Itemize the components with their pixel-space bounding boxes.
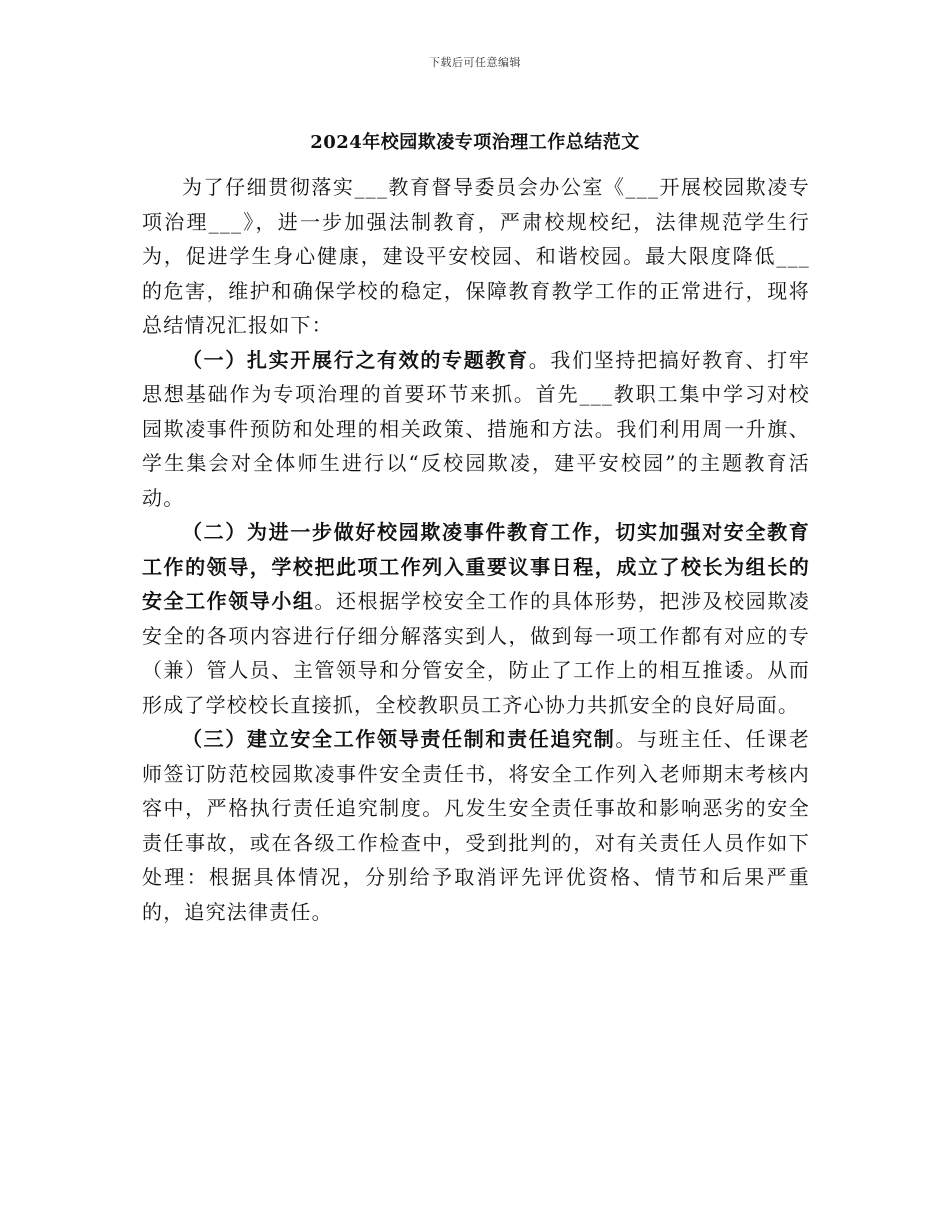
section-paragraph-2 <box>142 515 810 722</box>
intro-paragraph: 为了仔细贯彻落实___教育督导委员会办公室《___开展校园欺凌专项治理___》，进一步加强法制教育，严肃校规校纪，法律规范学生行为，促进学生身心健康，建设平安校园、和谐校园。最大限度降低___的危害，维护和确保学校的稳定，保障教育教学工作的正常进行，现将总结情况汇报如下： <box>142 175 810 337</box>
section-heading-2: （二）为进一步做好校园欺凌事件教育工作，切实加强对安全教育工作的领导，学校把此项工作列入重要议事日程，成立了校长为组长的安全工作领导小组 <box>142 520 810 613</box>
header-note: 下载后可任意编辑 <box>429 56 521 69</box>
section-heading-1: （一）扎实开展行之有效的专题教育 <box>182 347 529 372</box>
section-text-2: 。还根据学校安全工作的具体形势，把涉及校园欺凌安全的各项内容进行仔细分解落实到人，做到每一项工作都有对应的专（兼）管人员、主管领导和分管安全，防止了工作上的相互推诿。从而形成了学校校长直接抓，全校教职员工齐心协力共抓安全的良好局面。 <box>142 589 810 717</box>
section-heading-3: （三）建立安全工作领导责任制和责任追究制 <box>182 727 616 751</box>
document-title: 2024年校园欺凌专项治理工作总结范文 <box>310 132 640 153</box>
section-paragraph-3 <box>142 722 810 929</box>
document-body <box>142 170 810 929</box>
section-text-3: 。与班主任、任课老师签订防范校园欺凌事件安全责任书，将安全工作列入老师期末考核内容中，严格执行责任追究制度。凡发生安全责任事故和影响恶劣的安全责任事故，或在各级工作检查中，受到批判的，对有关责任人员作如下处理：根据具体情况，分别给予取消评先评优资格、情节和后果严重的，追究法律责任。 <box>142 727 810 924</box>
section-text-1: 。我们坚持把搞好教育、打牢思想基础作为专项治理的首要环节来抓。首先___教职工集中学习对校园欺凌事件预防和处理的相关政策、措施和方法。我们利用周一升旗、学生集会对全体师生进行以“反校园欺凌，建平安校园”的主题教育活动。 <box>142 347 811 510</box>
section-paragraph-1 <box>142 343 810 516</box>
